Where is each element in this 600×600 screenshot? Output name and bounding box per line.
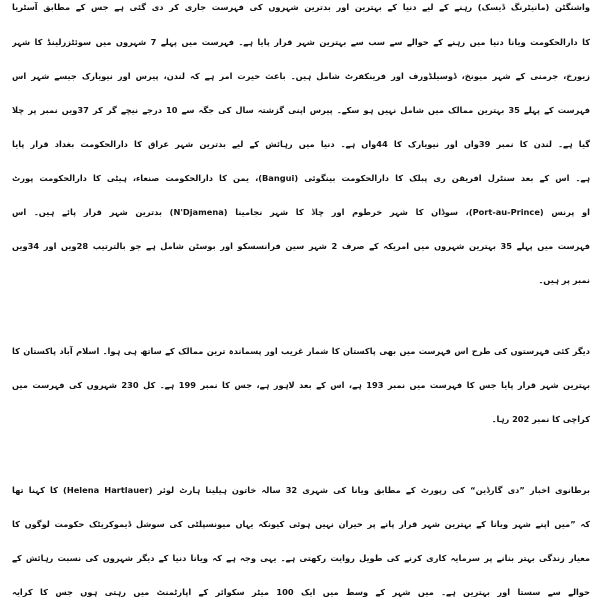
article-line: کا دارالحکومت ویانا دنیا میں رہنے کے حوالے سے سب سے بہترین شہر قرار پایا ہے۔ فہرست میں پہلے 7 شہروں میں سوئٹزرلینڈ کا شہر bbox=[12, 37, 590, 47]
article-line: گیا ہے۔ لندن کا نمبر 39واں اور نیویارک کا 44واں ہے۔ دنیا میں رہائش کے لیے بدترین شہر عراق کا دارالحکومت بغداد قرار پایا bbox=[12, 139, 590, 149]
article-line: معیار زندگی بہتر بنانے پر سرمایہ کاری کرنے کی طویل روایت رکھتی ہے۔ یہی وجہ ہے کہ ویانا دنیا کے دیگر شہروں کی نسبت رہائش کے bbox=[12, 553, 590, 563]
article-paragraph bbox=[12, 334, 590, 436]
article-line: کراچی کا نمبر 202 رہا۔ bbox=[491, 414, 590, 424]
article-line: کہ ”میں اپنے شہر ویانا کے بہترین شہر قرار پانے پر حیران نہیں ہوئی کیونکہ یہاں میونسپلٹی کی سوشل ڈیموکریٹک حکومت لوگوں کا bbox=[12, 519, 590, 529]
article-paragraph bbox=[12, 0, 590, 297]
article-paragraph bbox=[12, 473, 590, 600]
article-line: برطانوی اخبار ”دی گارڈین“ کی رپورٹ کے مطابق ویانا کی شہری 32 سالہ خاتون ہیلینا ہارٹ لوئر (Helena Hartlauer) کا کہنا تھا bbox=[12, 485, 590, 495]
article-line: بہترین شہر قرار پایا جس کا فہرست میں نمبر 193 ہے، اس کے بعد لاہور ہے، جس کا نمبر 199 ہے۔ کل 230 شہروں کی فہرست میں bbox=[12, 380, 590, 390]
article-line: نمبر پر ہیں۔ bbox=[538, 275, 590, 285]
article-line: فہرست کے پہلے 35 بہترین ممالک میں شامل نہیں ہو سکے۔ پیرس اپنی گزشتہ سال کی جگہ سے 10 درجے نیچے گر کر 37ویں نمبر پر چلا bbox=[12, 105, 590, 115]
article-line: حوالے سے سستا اور بہترین ہے۔ میں شہر کے وسط میں ایک 100 میٹر سکوائر کے اپارٹمنٹ میں رہتی ہوں جس کا کرایہ bbox=[12, 587, 590, 597]
article-line: دیگر کئی فہرستوں کی طرح اس فہرست میں بھی پاکستان کا شمار غریب اور پسماندہ ترین ممالک کے ساتھ ہی ہوا۔ اسلام آباد پاکستان کا bbox=[12, 346, 590, 356]
article-line: زیورخ، جرمنی کے شہر میونخ، ڈوسیلڈورف اور فرینکفرٹ شامل ہیں۔ باعث حیرت امر ہے کہ لندن، پیرس اور نیویارک جیسے شہر اس bbox=[12, 71, 590, 81]
article-line: ہے۔ اس کے بعد سنٹرل افریقن ری پبلک کا دارالحکومت بینگوئی (Bangui)، یمن کا دارالحکومت صنعاء، ہیٹی کا دارالحکومت پورٹ bbox=[12, 173, 590, 183]
article-line: او پرنس (Port-au-Prince)، سوڈان کا شہر خرطوم اور چاڈ کا شہر نجامینا (N'Djamena) بدترین شہر قرار پائے ہیں۔ اس bbox=[12, 207, 590, 217]
article-line: واشنگٹن (مانیٹرنگ ڈیسک) رہنے کے لیے دنیا کے بہترین اور بدترین شہروں کی فہرست جاری کر دی گئی ہے جس کے مطابق آسٹریا bbox=[12, 2, 590, 12]
article-line: فہرست میں پہلے 35 بہترین شہروں میں امریکہ کے صرف 2 شہر سین فرانسسکو اور بوسٹن شامل ہے جو بالترتیب 28ویں اور 34ویں bbox=[12, 241, 590, 251]
